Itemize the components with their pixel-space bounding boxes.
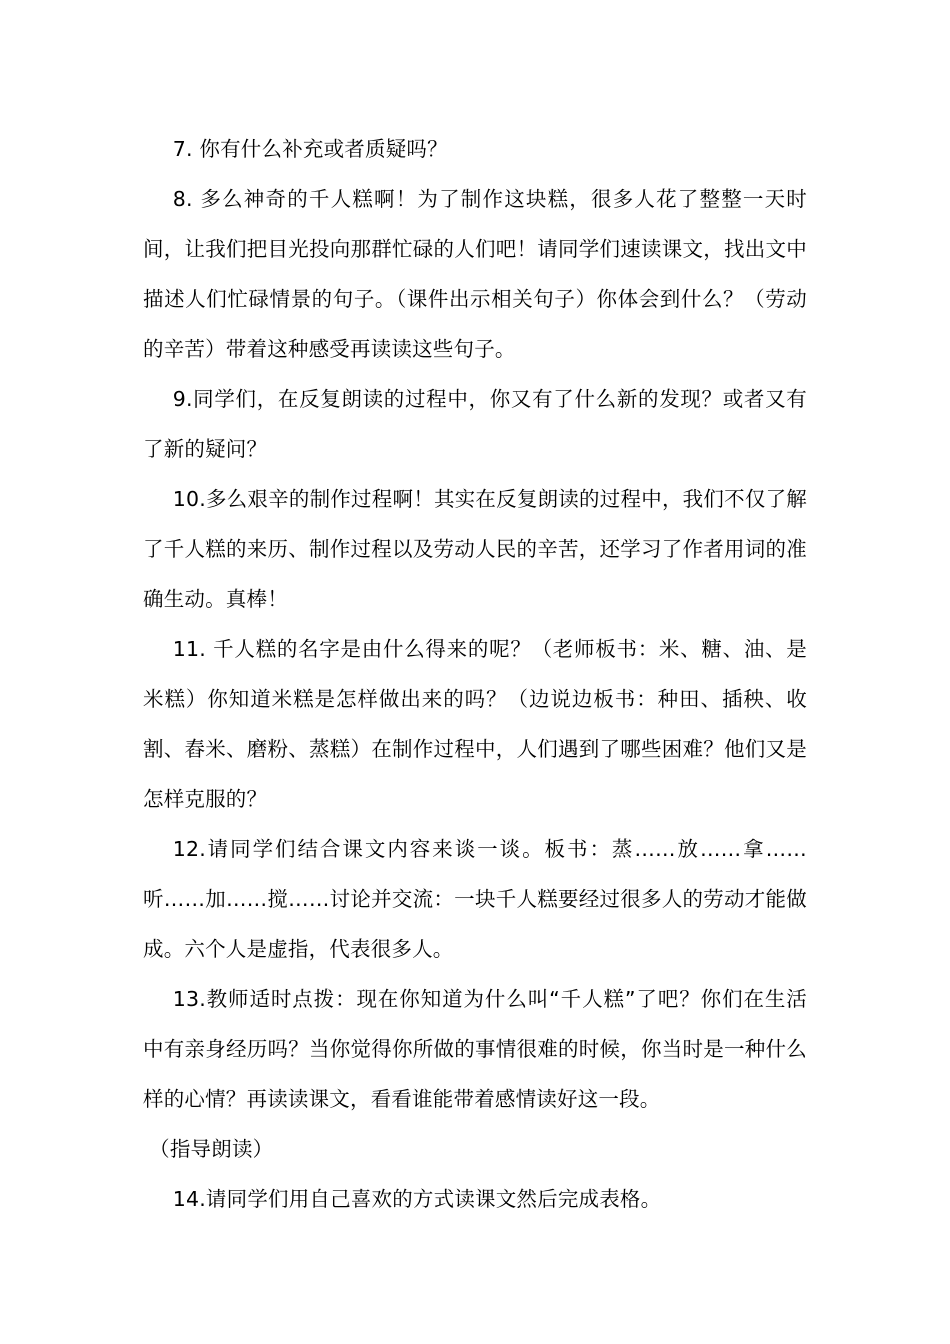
paragraph-item-12: 12.请同学们结合课文内容来谈一谈。板书：蒸……放……拿……听……加……搅……讨论并交流：一块千人糕要经过很多人的劳动才能做成。六个人是虚指，代表很多人。 <box>143 837 807 961</box>
paragraph-item-13: 13.教师适时点拨：现在你知道为什么叫“千人糕”了吧？你们在生活中有亲身经历吗？当你觉得你所做的事情很难的时候，你当时是一种什么样的心情？再读读课文，看看谁能带着感情读好这一段。 <box>143 987 807 1111</box>
paragraph-item-14: 14.请同学们用自己喜欢的方式读课文然后完成表格。 <box>172 1187 662 1211</box>
paragraph-item-11: 11. 千人糕的名字是由什么得来的呢？（老师板书：米、糖、油、是米糕）你知道米糕是怎样做出来的吗？（边说边板书：种田、插秧、收割、舂米、磨粉、蒸糕）在制作过程中，人们遇到了哪些困难？他们又是怎样克服的？ <box>143 637 807 811</box>
paragraph-item-9: 9.同学们，在反复朗读的过程中，你又有了什么新的发现？或者又有了新的疑问？ <box>143 387 807 461</box>
paragraph-note-guided-reading: （指导朗读） <box>149 1137 274 1161</box>
document-body <box>143 124 807 1224</box>
paragraph-item-8: 8. 多么神奇的千人糕啊！为了制作这块糕，很多人花了整整一天时间，让我们把目光投向那群忙碌的人们吧！请同学们速读课文，找出文中描述人们忙碌情景的句子。（课件出示相关句子）你体会到什么？（劳动的辛苦）带着这种感受再读读这些句子。 <box>143 187 807 361</box>
paragraph-item-10: 10.多么艰辛的制作过程啊！其实在反复朗读的过程中，我们不仅了解了千人糕的来历、制作过程以及劳动人民的辛苦，还学习了作者用词的准确生动。真棒！ <box>143 487 807 611</box>
paragraph-item-7: 7. 你有什么补充或者质疑吗？ <box>172 137 448 161</box>
